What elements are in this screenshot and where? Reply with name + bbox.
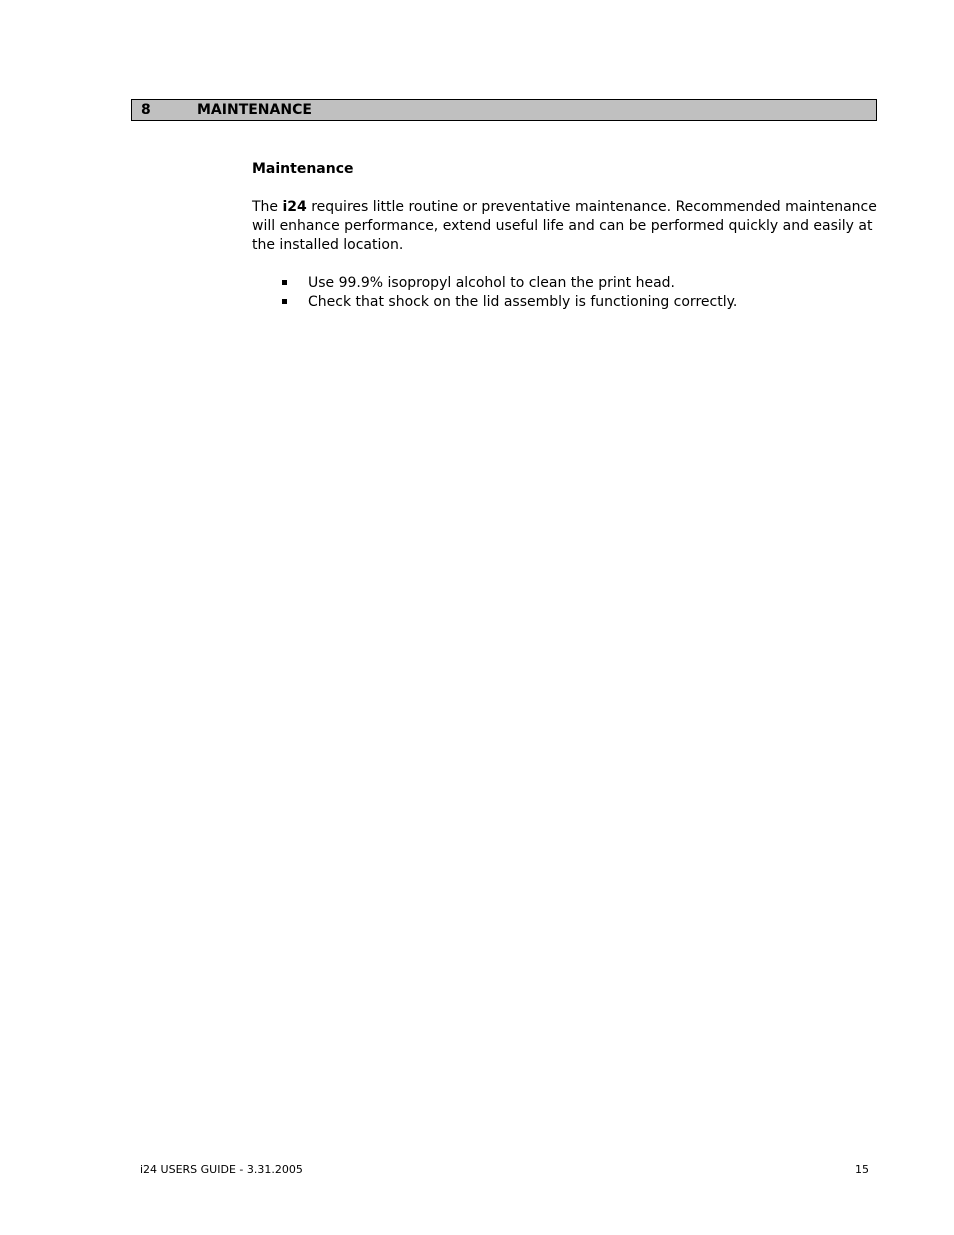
paragraph-prefix: The [252,199,283,215]
section-title: MAINTENANCE [197,102,312,118]
list-item-text: Use 99.9% isopropyl alcohol to clean the print head. [308,275,675,291]
list-item-text: Check that shock on the lid assembly is functioning correctly. [308,294,738,310]
section-number: 8 [141,102,151,118]
footer-document-title: i24 USERS GUIDE - 3.31.2005 [140,1163,303,1176]
list-item [252,274,877,293]
product-name: i24 [282,199,307,215]
square-bullet-icon [282,299,287,304]
list-item [252,293,877,312]
subsection-heading: Maintenance [252,161,354,177]
main-content [252,160,877,312]
square-bullet-icon [282,280,287,285]
maintenance-list [252,274,877,312]
maintenance-paragraph [252,198,877,255]
footer-page-number: 15 [855,1163,869,1176]
section-header-bar [131,99,877,121]
paragraph-suffix: requires little routine or preventative maintenance. Recommended maintenance will enhance performance, extend useful life and can be performed quickly and easily at the installed location. [252,199,877,253]
